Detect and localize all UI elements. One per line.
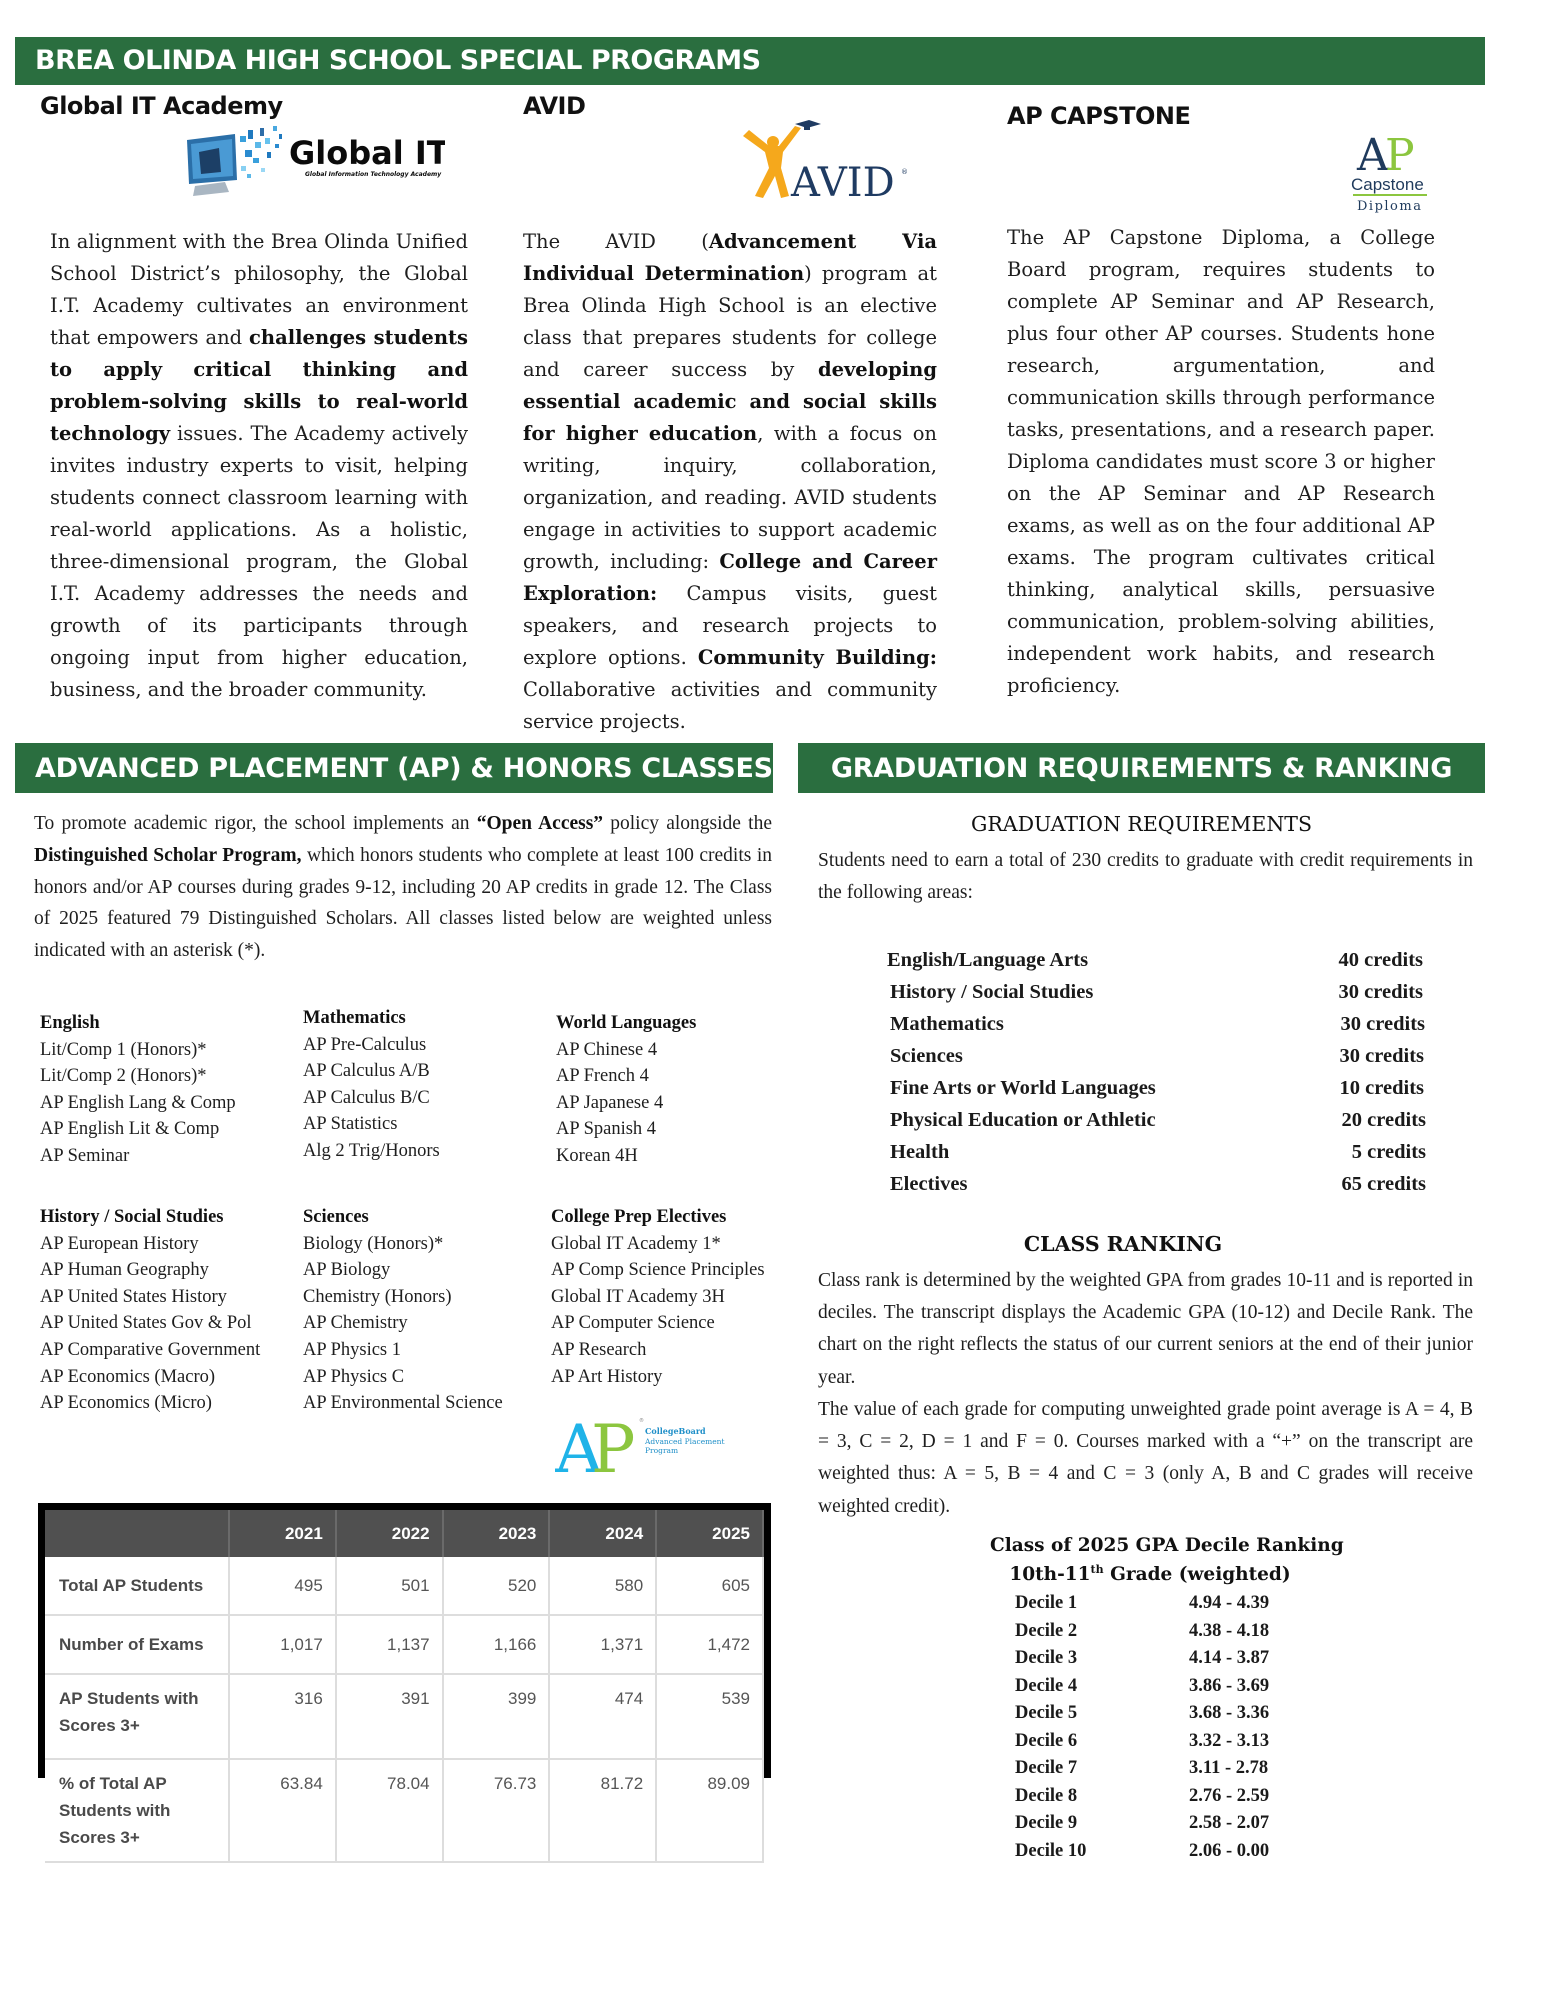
- capstone-title: AP CAPSTONE: [1007, 102, 1191, 130]
- course-item: AP English Lang & Comp: [40, 1092, 236, 1113]
- graduation-requirements-intro: Students need to earn a total of 230 credits to graduate with credit requirements in the following areas:: [818, 850, 1473, 903]
- svg-text:Global IT: Global IT: [289, 134, 445, 172]
- course-item: AP Physics C: [303, 1366, 405, 1387]
- decile-label: Decile 1: [1015, 1593, 1078, 1613]
- svg-text:®: ®: [901, 168, 908, 176]
- course-item: Korean 4H: [556, 1145, 638, 1166]
- ap-stats-table: [45, 1510, 764, 1863]
- decile-label: Decile 9: [1015, 1813, 1078, 1833]
- course-item: Biology (Honors)*: [303, 1233, 444, 1254]
- row-label: Total AP Students: [45, 1557, 229, 1615]
- table-row: [45, 1674, 763, 1759]
- decile-label: Decile 3: [1015, 1648, 1078, 1668]
- course-group-heading: English: [40, 1013, 100, 1033]
- decile-label: Decile 4: [1015, 1675, 1078, 1696]
- course-item: AP Economics (Micro): [40, 1393, 212, 1414]
- decile-row: [1015, 1673, 1305, 1701]
- requirement-area: History / Social Studies: [890, 981, 1094, 1003]
- course-item: AP European History: [40, 1233, 199, 1254]
- course-item: AP Human Geography: [40, 1260, 209, 1281]
- avid-title: AVID: [523, 92, 586, 120]
- class-ranking-paragraph-1: Class rank is determined by the weighted GPA from grades 10-11 and is reported in deciles. The transcript displays the Academic GPA (10-12) and Decile Rank. The chart on the right reflects the status of our current seniors at the end of their junior year.: [818, 1270, 1473, 1388]
- course-item: Lit/Comp 2 (Honors)*: [40, 1066, 207, 1087]
- course-group-heading: Sciences: [303, 1207, 369, 1227]
- svg-text:AVID: AVID: [791, 160, 895, 203]
- course-item: Global IT Academy 3H: [551, 1286, 725, 1307]
- svg-text:Capstone: Capstone: [1351, 175, 1424, 194]
- course-item: Global IT Academy 1*: [551, 1233, 721, 1254]
- course-item: AP Statistics: [303, 1114, 398, 1135]
- course-group-mathematics: [303, 1005, 440, 1165]
- graduation-requirements-heading: GRADUATION REQUIREMENTS: [970, 812, 1312, 836]
- requirement-credits: 30 credits: [1339, 1045, 1424, 1067]
- course-item: AP Calculus B/C: [303, 1087, 430, 1108]
- table-cell: 1,017: [229, 1615, 336, 1674]
- decile-label: Decile 10: [1015, 1840, 1087, 1861]
- emphasis-text: College and Career Exploration:: [523, 550, 937, 605]
- course-item: AP Research: [551, 1339, 647, 1360]
- table-cell: 495: [229, 1557, 336, 1615]
- row-label: % of Total AP Students with Scores 3+: [45, 1759, 229, 1862]
- course-item: AP Comparative Government: [40, 1339, 261, 1360]
- course-item: AP Japanese 4: [556, 1092, 664, 1113]
- table-cell: 1,137: [336, 1615, 443, 1674]
- course-item: AP Environmental Science: [303, 1393, 503, 1414]
- body-text: The AVID (: [523, 230, 709, 253]
- ap-capstone-logo: [1345, 128, 1435, 213]
- table-header-cell: [45, 1510, 229, 1557]
- table-header-row: [45, 1510, 763, 1557]
- requirement-area: Mathematics: [890, 1013, 1004, 1035]
- global-it-description: [50, 226, 468, 706]
- table-header-cell: 2024: [549, 1510, 656, 1557]
- course-item: AP United States History: [40, 1286, 227, 1307]
- ap-stats-table-frame: [38, 1503, 771, 1847]
- requirement-credits: 30 credits: [1340, 1013, 1425, 1035]
- table-cell: 1,371: [549, 1615, 656, 1674]
- decile-gpa-range: 3.11 - 2.78: [1189, 1758, 1269, 1778]
- decile-label: Decile 8: [1015, 1785, 1078, 1806]
- requirement-area: Sciences: [890, 1045, 963, 1067]
- course-item: Lit/Comp 1 (Honors)*: [40, 1039, 207, 1060]
- emphasis-text: challenges students to apply critical thinking and problem-solving skills to real-world technology: [50, 326, 468, 445]
- table-row: [45, 1615, 763, 1674]
- body-text: In alignment with the Brea Olinda Unified School District’s philosophy, the Global I.T. Academy cultivates an environment that empowers and: [50, 230, 468, 349]
- table-cell: 605: [656, 1557, 763, 1615]
- table-cell: 474: [549, 1674, 656, 1759]
- course-item: AP Biology: [303, 1260, 391, 1281]
- decile-gpa-range: 3.86 - 3.69: [1189, 1675, 1270, 1696]
- course-item: AP Chinese 4: [556, 1039, 658, 1060]
- table-cell: 78.04: [336, 1759, 443, 1862]
- table-cell: 580: [549, 1557, 656, 1615]
- course-item: AP Chemistry: [303, 1313, 408, 1334]
- course-item: AP United States Gov & Pol: [40, 1313, 252, 1334]
- table-cell: 76.73: [443, 1759, 550, 1862]
- body-text: , with a focus on writing, inquiry, collaboration, organization, and reading. AVID students engage in activities to support academic growth, including:: [523, 422, 937, 573]
- svg-text:Global Information Technology: Global Information Technology Academy: [305, 171, 442, 178]
- body-text: policy alongside the: [603, 813, 772, 834]
- decile-ranking-table: [1015, 1590, 1305, 1865]
- course-item: AP Physics 1: [303, 1339, 402, 1360]
- course-item: AP Calculus A/B: [303, 1061, 430, 1082]
- svg-text:A: A: [555, 1411, 603, 1485]
- ap-honors-banner: [15, 743, 773, 793]
- decile-row: [1015, 1590, 1305, 1618]
- global-it-title: Global IT Academy: [40, 92, 283, 120]
- svg-text:Program: Program: [645, 1446, 679, 1455]
- requirement-credits: 10 credits: [1339, 1077, 1424, 1099]
- decile-row: [1015, 1728, 1305, 1756]
- decile-gpa-range: 2.58 - 2.07: [1189, 1813, 1270, 1833]
- decile-row: [1015, 1755, 1305, 1783]
- svg-text:P: P: [591, 1411, 636, 1485]
- course-group-heading: World Languages: [556, 1013, 697, 1033]
- ap-collegeboard-logo: [555, 1410, 755, 1485]
- emphasis-text: Community Building:: [697, 646, 937, 669]
- course-group-heading: Mathematics: [303, 1008, 406, 1028]
- body-text: Campus visits, guest speakers, and research projects to explore options.: [523, 582, 937, 669]
- table-cell: 89.09: [656, 1759, 763, 1862]
- table-cell: 539: [656, 1674, 763, 1759]
- body-text: ) program at Brea Olinda High School is an elective class that prepares students for college and career success by: [523, 262, 937, 381]
- requirement-area: English/Language Arts: [887, 949, 1089, 971]
- requirement-credits: 5 credits: [1351, 1141, 1426, 1163]
- page-title-banner: [15, 37, 1485, 85]
- decile-gpa-range: 4.94 - 4.39: [1189, 1593, 1270, 1613]
- avid-description: [523, 226, 937, 738]
- class-ranking-paragraph-2: The value of each grade for computing unweighted grade point average is A = 4, B = 3, C = 2, D = 1 and F = 0. Courses marked with a “+” on the transcript are weighted thus: A = 5, B = 4 and C = 3 (only A, B and C grades will receive weighted credit).: [818, 1399, 1473, 1517]
- course-group-world-languages: [556, 1010, 696, 1170]
- course-item: AP Pre-Calculus: [303, 1034, 427, 1055]
- decile-gpa-range: 3.68 - 3.36: [1189, 1703, 1270, 1723]
- decile-label: Decile 7: [1015, 1758, 1078, 1778]
- course-item: AP English Lit & Comp: [40, 1119, 220, 1140]
- page-title: BREA OLINDA HIGH SCHOOL SPECIAL PROGRAMS: [35, 45, 761, 76]
- course-group-heading: History / Social Studies: [40, 1207, 224, 1227]
- decile-row: [1015, 1645, 1305, 1673]
- row-label: AP Students with Scores 3+: [45, 1674, 229, 1759]
- table-header-cell: 2023: [443, 1510, 550, 1557]
- body-text: issues. The Academy actively invites industry experts to visit, helping students connect classroom learning with real-world applications. As a holistic, three-dimensional program, the Global I.T. Academy addresses the needs and growth of its participants through ongoing input from higher education, business, and the broader community.: [50, 422, 468, 701]
- global-it-logo: [185, 122, 445, 202]
- decile-gpa-range: 2.76 - 2.59: [1189, 1785, 1270, 1806]
- jumping-figure-graduation-cap-icon: [735, 118, 920, 203]
- body-text: To promote academic rigor, the school implements an: [34, 813, 477, 834]
- requirement-credits: 40 credits: [1338, 949, 1423, 971]
- ap-intro-paragraph: [34, 808, 772, 967]
- course-group-history-social-studies: [40, 1204, 260, 1417]
- requirement-area: Physical Education or Athletic: [890, 1109, 1156, 1131]
- computer-monitor-pixels-icon: [185, 122, 445, 202]
- row-label: Number of Exams: [45, 1615, 229, 1674]
- svg-text:P: P: [1385, 130, 1415, 181]
- requirement-credits: 65 credits: [1341, 1173, 1426, 1195]
- table-header-cell: 2021: [229, 1510, 336, 1557]
- course-group-college-prep-electives: [551, 1204, 765, 1390]
- requirement-area: Health: [890, 1141, 950, 1163]
- ap-honors-heading: ADVANCED PLACEMENT (AP) & HONORS CLASSES: [35, 753, 773, 784]
- table-header-cell: 2022: [336, 1510, 443, 1557]
- table-cell: 520: [443, 1557, 550, 1615]
- emphasis-text: developing essential academic and social skills for higher education: [523, 358, 937, 445]
- table-cell: 1,472: [656, 1615, 763, 1674]
- decile-gpa-range: 4.38 - 4.18: [1189, 1620, 1270, 1641]
- course-group-heading: College Prep Electives: [551, 1207, 727, 1227]
- course-item: Chemistry (Honors): [303, 1286, 452, 1307]
- decile-gpa-range: 3.32 - 3.13: [1189, 1730, 1270, 1751]
- course-item: AP Seminar: [40, 1145, 130, 1166]
- body-text: which honors students who complete at least 100 credits in honors and/or AP courses during grades 9-12, including 20 AP credits in grade 12. The Class of 2025 featured 79 Distinguished Scholars. All classes listed below are weighted unless indicated with an asterisk (*).: [34, 844, 772, 962]
- decile-gpa-range: 2.06 - 0.00: [1189, 1840, 1270, 1861]
- table-row: [45, 1759, 763, 1862]
- table-row: [45, 1557, 763, 1615]
- requirement-area: Fine Arts or World Languages: [890, 1077, 1156, 1099]
- svg-text:A: A: [1357, 130, 1389, 181]
- decile-row: [1015, 1700, 1305, 1728]
- course-item: Alg 2 Trig/Honors: [303, 1140, 440, 1161]
- decile-row: [1015, 1838, 1305, 1866]
- course-item: AP Art History: [551, 1366, 663, 1387]
- course-item: AP French 4: [556, 1066, 649, 1087]
- body-text: Collaborative activities and community service projects.: [523, 678, 937, 733]
- emphasis-text: “Open Access”: [476, 813, 604, 834]
- table-cell: 399: [443, 1674, 550, 1759]
- course-item: AP Spanish 4: [556, 1119, 657, 1140]
- requirement-credits: 20 credits: [1341, 1109, 1426, 1131]
- decile-row: [1015, 1618, 1305, 1646]
- graduation-banner: [798, 743, 1485, 793]
- graduation-banner-heading: GRADUATION REQUIREMENTS & RANKING: [830, 753, 1453, 784]
- table-cell: 501: [336, 1557, 443, 1615]
- ap-program-mark-icon: [555, 1410, 755, 1485]
- course-group-english: [40, 1010, 236, 1170]
- ap-capstone-mark-icon: [1345, 128, 1435, 213]
- svg-text:CollegeBoard: CollegeBoard: [645, 1426, 706, 1436]
- table-header-cell: 2025: [656, 1510, 763, 1557]
- decile-label: Decile 5: [1015, 1703, 1078, 1723]
- table-cell: 63.84: [229, 1759, 336, 1862]
- decile-row: [1015, 1783, 1305, 1811]
- svg-text:Diploma: Diploma: [1357, 199, 1423, 213]
- course-item: AP Economics (Macro): [40, 1366, 216, 1387]
- emphasis-text: Distinguished Scholar Program,: [34, 844, 302, 866]
- table-cell: 81.72: [549, 1759, 656, 1862]
- svg-text:®: ®: [639, 1418, 644, 1424]
- decile-row: [1015, 1810, 1305, 1838]
- table-cell: 391: [336, 1674, 443, 1759]
- course-group-sciences: [303, 1204, 503, 1417]
- decile-gpa-range: 4.14 - 3.87: [1189, 1648, 1270, 1668]
- course-item: AP Comp Science Principles: [551, 1260, 765, 1281]
- table-cell: 316: [229, 1674, 336, 1759]
- svg-text:Advanced Placement: Advanced Placement: [645, 1437, 725, 1446]
- body-text: The AP Capstone Diploma, a College Board program, requires students to complete AP Seminar and AP Research, plus four other AP courses. Students hone research, argumentation, and communication skills through performance tasks, presentations, and a research paper. Diploma candidates must score 3 or higher on the AP Seminar and AP Research exams, as well as on the four additional AP exams. The program cultivates critical thinking, analytical skills, persuasive communication, problem-solving abilities, independent work habits, and research proficiency.: [1007, 226, 1435, 697]
- class-ranking-heading: CLASS RANKING: [1023, 1232, 1223, 1256]
- decile-label: Decile 2: [1015, 1620, 1078, 1641]
- decile-table-title: Class of 2025 GPA Decile Ranking: [990, 1535, 1344, 1556]
- table-cell: 1,166: [443, 1615, 550, 1674]
- capstone-description: [1007, 222, 1435, 702]
- requirement-area: Electives: [890, 1173, 968, 1195]
- emphasis-text: Advancement Via Individual Determination: [523, 230, 937, 285]
- requirement-credits: 30 credits: [1338, 981, 1423, 1003]
- decile-label: Decile 6: [1015, 1730, 1078, 1751]
- decile-table-subtitle: 10th-11th Grade (weighted): [1009, 1563, 1291, 1586]
- avid-logo: [735, 118, 920, 203]
- course-item: AP Computer Science: [551, 1313, 715, 1334]
